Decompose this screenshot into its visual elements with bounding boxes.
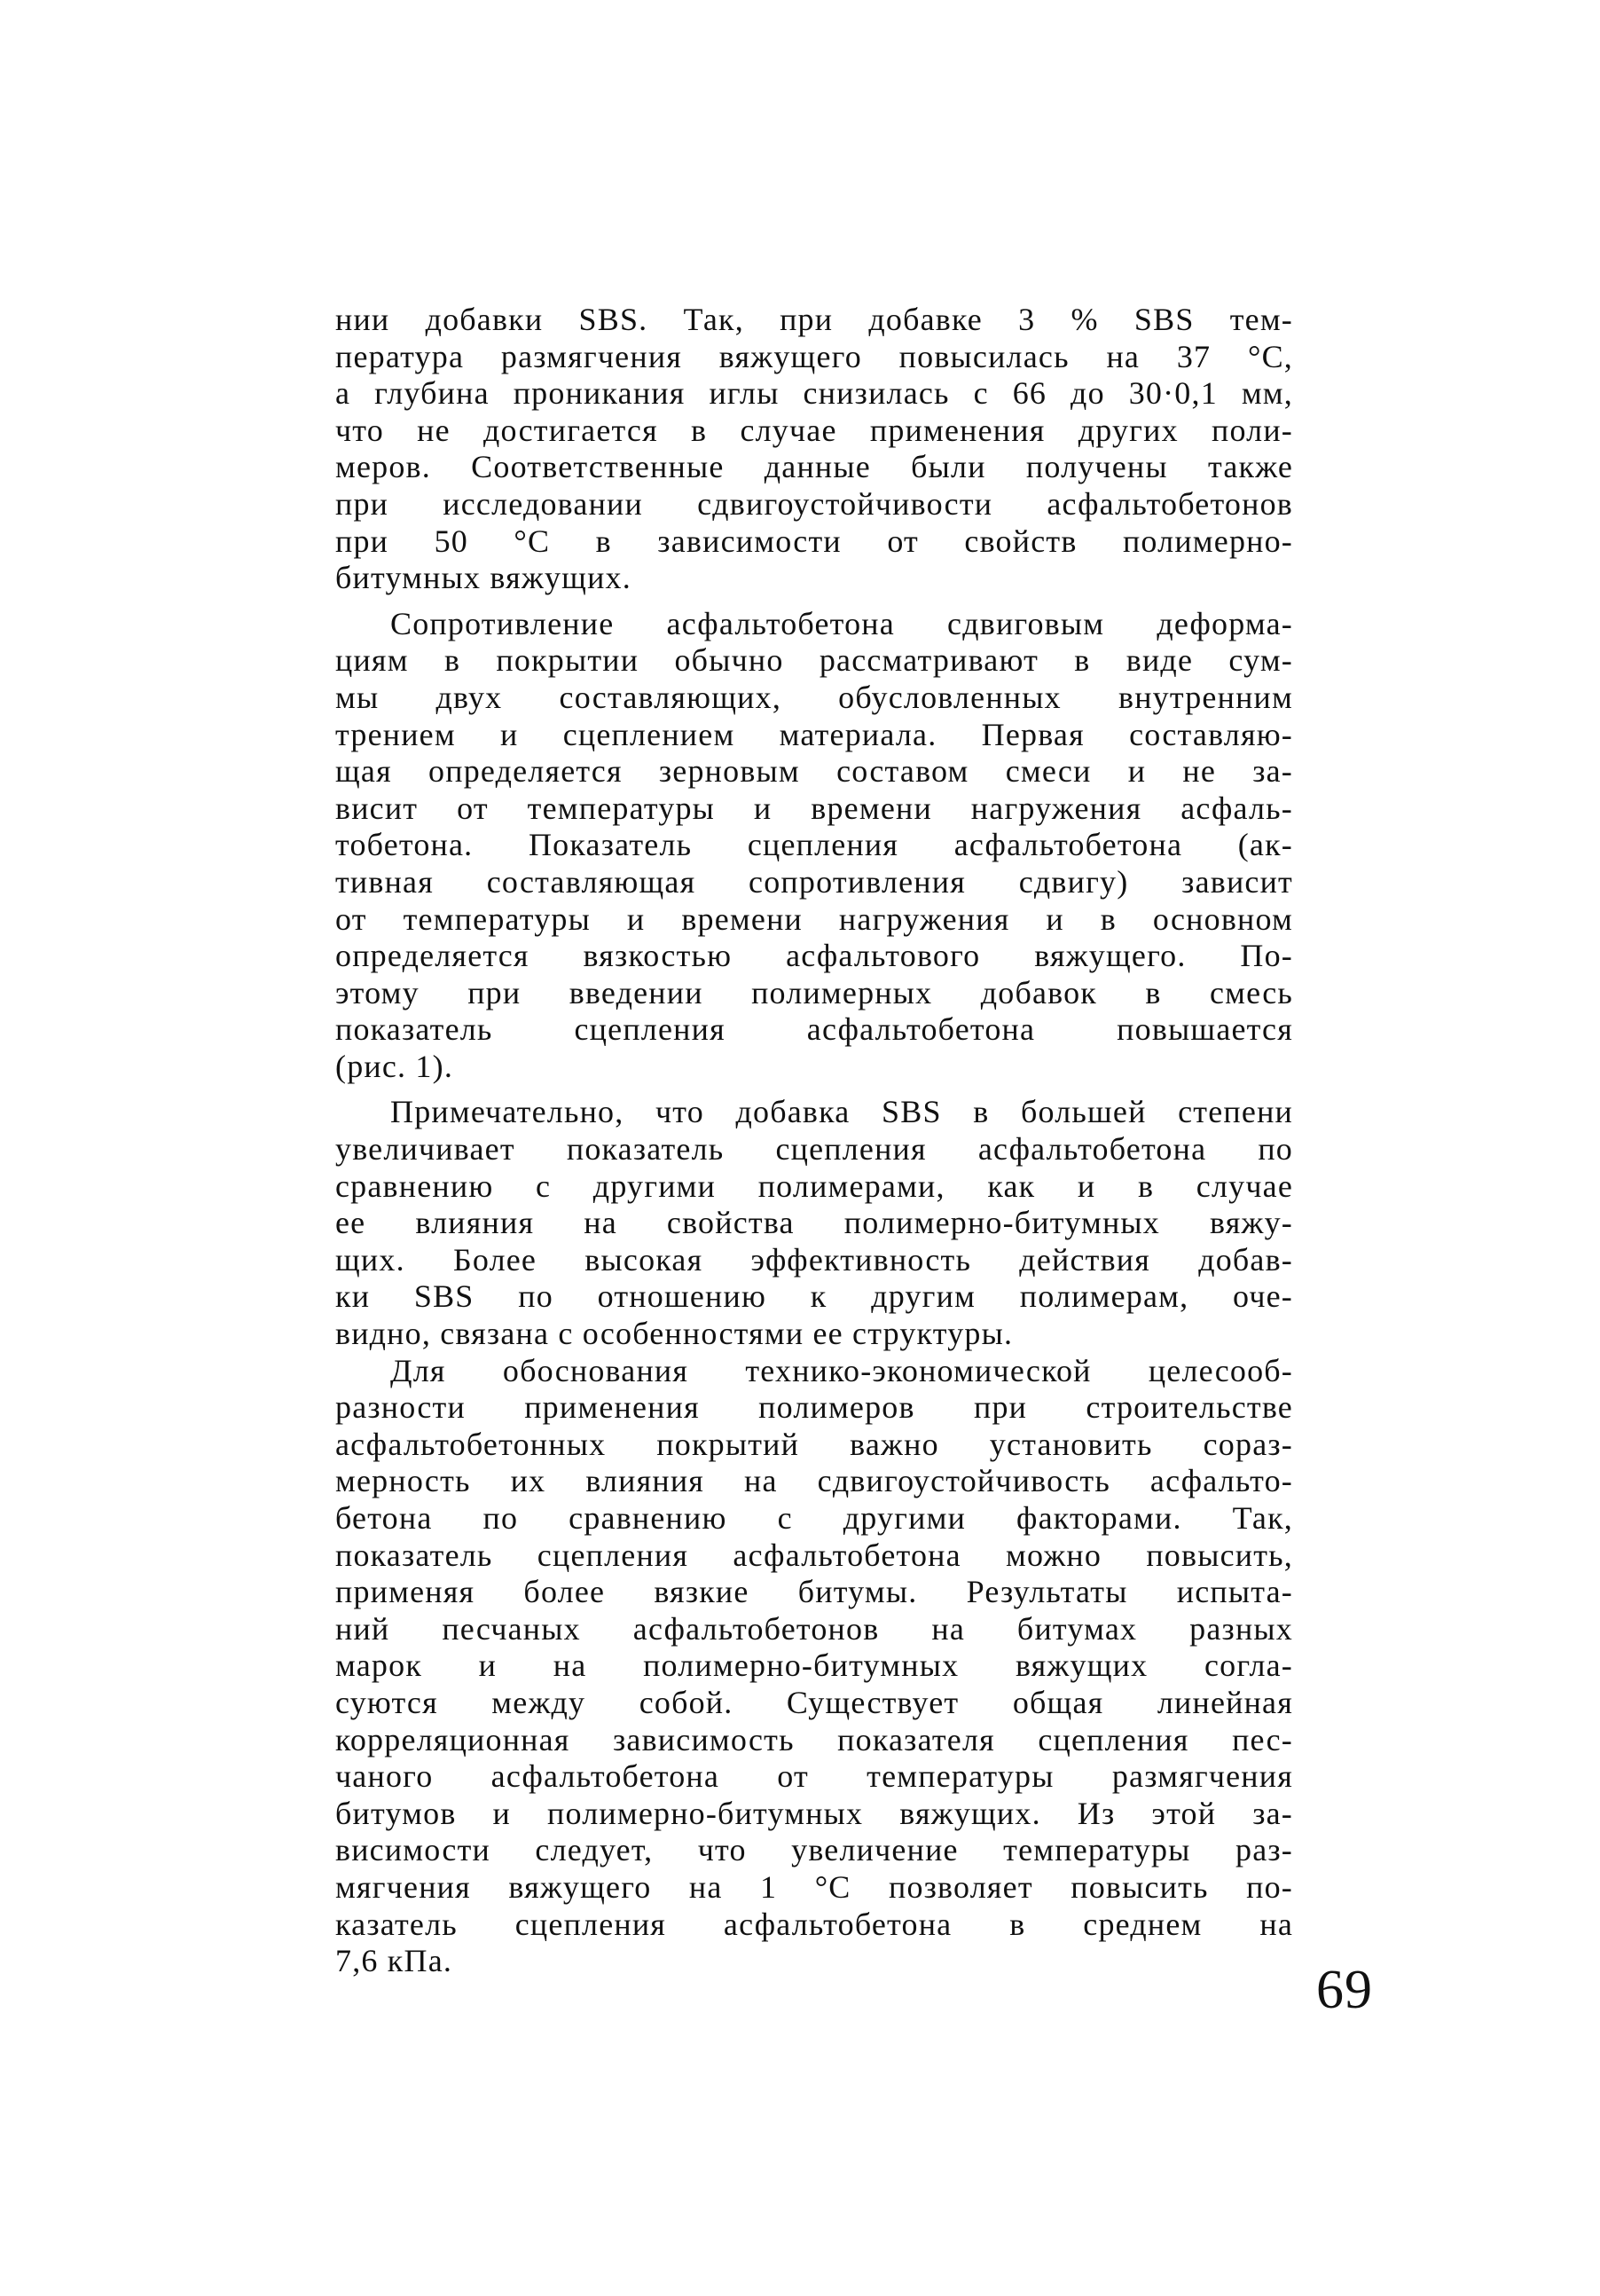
text-line: висимости следует, что увеличение температуры раз- <box>335 1832 1293 1868</box>
text-line: нии добавки SBS. Так, при добавке 3 % SBS тем- <box>335 302 1293 337</box>
text-line: показатель сцепления асфальтобетона повышается <box>335 1011 1293 1048</box>
text-line: битумных вяжущих. <box>335 560 631 596</box>
text-line: этому при введении полимерных добавок в смесь <box>335 974 1293 1010</box>
text-line: мы двух составляющих, обусловленных внутренним <box>335 679 1293 715</box>
text-line: висит от температуры и времени нагружения асфаль- <box>335 790 1293 826</box>
text-line: 7,6 кПа. <box>335 1943 453 1979</box>
text-line: марок и на полимерно-битумных вяжущих согла- <box>335 1647 1293 1684</box>
paragraph <box>335 1353 1293 1980</box>
text-line: чаного асфальтобетона от температуры размягчения <box>335 1758 1293 1795</box>
text-line: определяется вязкостью асфальтового вяжущего. По- <box>335 938 1293 974</box>
text-line: битумов и полимерно-битумных вяжущих. Из этой за- <box>335 1795 1293 1831</box>
text-line: (рис. 1). <box>335 1048 454 1084</box>
text-line: бетона по сравнению с другими факторами. Так, <box>335 1500 1293 1536</box>
text-line: видно, связана с особенностями ее структуры. <box>335 1316 1014 1352</box>
text-line: асфальтобетонных покрытий важно установить сораз- <box>335 1426 1293 1462</box>
text-line: тивная составляющая сопротивления сдвигу) зависит <box>335 863 1293 900</box>
page-number: 69 <box>1316 1960 1373 2020</box>
text-line: суются между собой. Существует общая линейная <box>335 1684 1293 1720</box>
paragraph <box>335 302 1293 597</box>
body-text <box>335 302 1293 1980</box>
text-line: при исследовании сдвигоустойчивости асфальтобетонов <box>335 485 1293 522</box>
paragraph <box>335 606 1293 1086</box>
text-line: казатель сцепления асфальтобетона в среднем на <box>335 1906 1293 1942</box>
text-line: а глубина проникания иглы снизилась с 66 до 30·0,1 мм, <box>335 375 1293 412</box>
text-line: ее влияния на свойства полимерно-битумных вяжу- <box>335 1205 1293 1241</box>
text-line: тобетона. Показатель сцепления асфальтобетона (ак- <box>335 827 1293 863</box>
text-line: щая определяется зерновым составом смеси и не за- <box>335 753 1293 790</box>
text-line: мерность их влияния на сдвигоустойчивость асфальто- <box>335 1463 1293 1499</box>
text-line: меров. Соответственные данные были получены также <box>335 449 1293 485</box>
text-line: щих. Более высокая эффективность действия добав- <box>335 1241 1293 1278</box>
text-line: мягчения вяжущего на 1 °С позволяет повысить по- <box>335 1868 1293 1905</box>
text-line: Примечательно, что добавка SBS в большей степени <box>390 1094 1293 1130</box>
text-line: пература размягчения вяжущего повысилась на 37 °С, <box>335 338 1293 374</box>
text-line: ки SBS по отношению к другим полимерам, оче- <box>335 1278 1293 1315</box>
text-line: увеличивает показатель сцепления асфальтобетона по <box>335 1131 1293 1168</box>
text-line: что не достигается в случае применения других поли- <box>335 412 1293 448</box>
paragraph <box>335 1094 1293 1352</box>
text-line: корреляционная зависимость показателя сцепления пес- <box>335 1721 1293 1757</box>
text-line: разности применения полимеров при строительстве <box>335 1389 1293 1426</box>
text-line: Сопротивление асфальтобетона сдвиговым деформа- <box>390 605 1293 641</box>
text-line: циям в покрытии обычно рассматривают в виде сум- <box>335 642 1293 679</box>
text-line: при 50 °С в зависимости от свойств полимерно- <box>335 523 1293 559</box>
text-line: Для обоснования технико-экономической целесооб- <box>390 1352 1293 1388</box>
text-line: сравнению с другими полимерами, как и в случае <box>335 1168 1293 1204</box>
text-line: применяя более вязкие битумы. Результаты испыта- <box>335 1574 1293 1610</box>
text-line: ний песчаных асфальтобетонов на битумах разных <box>335 1610 1293 1647</box>
text-line: показатель сцепления асфальтобетона можно повысить, <box>335 1537 1293 1573</box>
text-line: трением и сцеплением материала. Первая составляю- <box>335 716 1293 752</box>
text-line: от температуры и времени нагружения и в основном <box>335 900 1293 937</box>
